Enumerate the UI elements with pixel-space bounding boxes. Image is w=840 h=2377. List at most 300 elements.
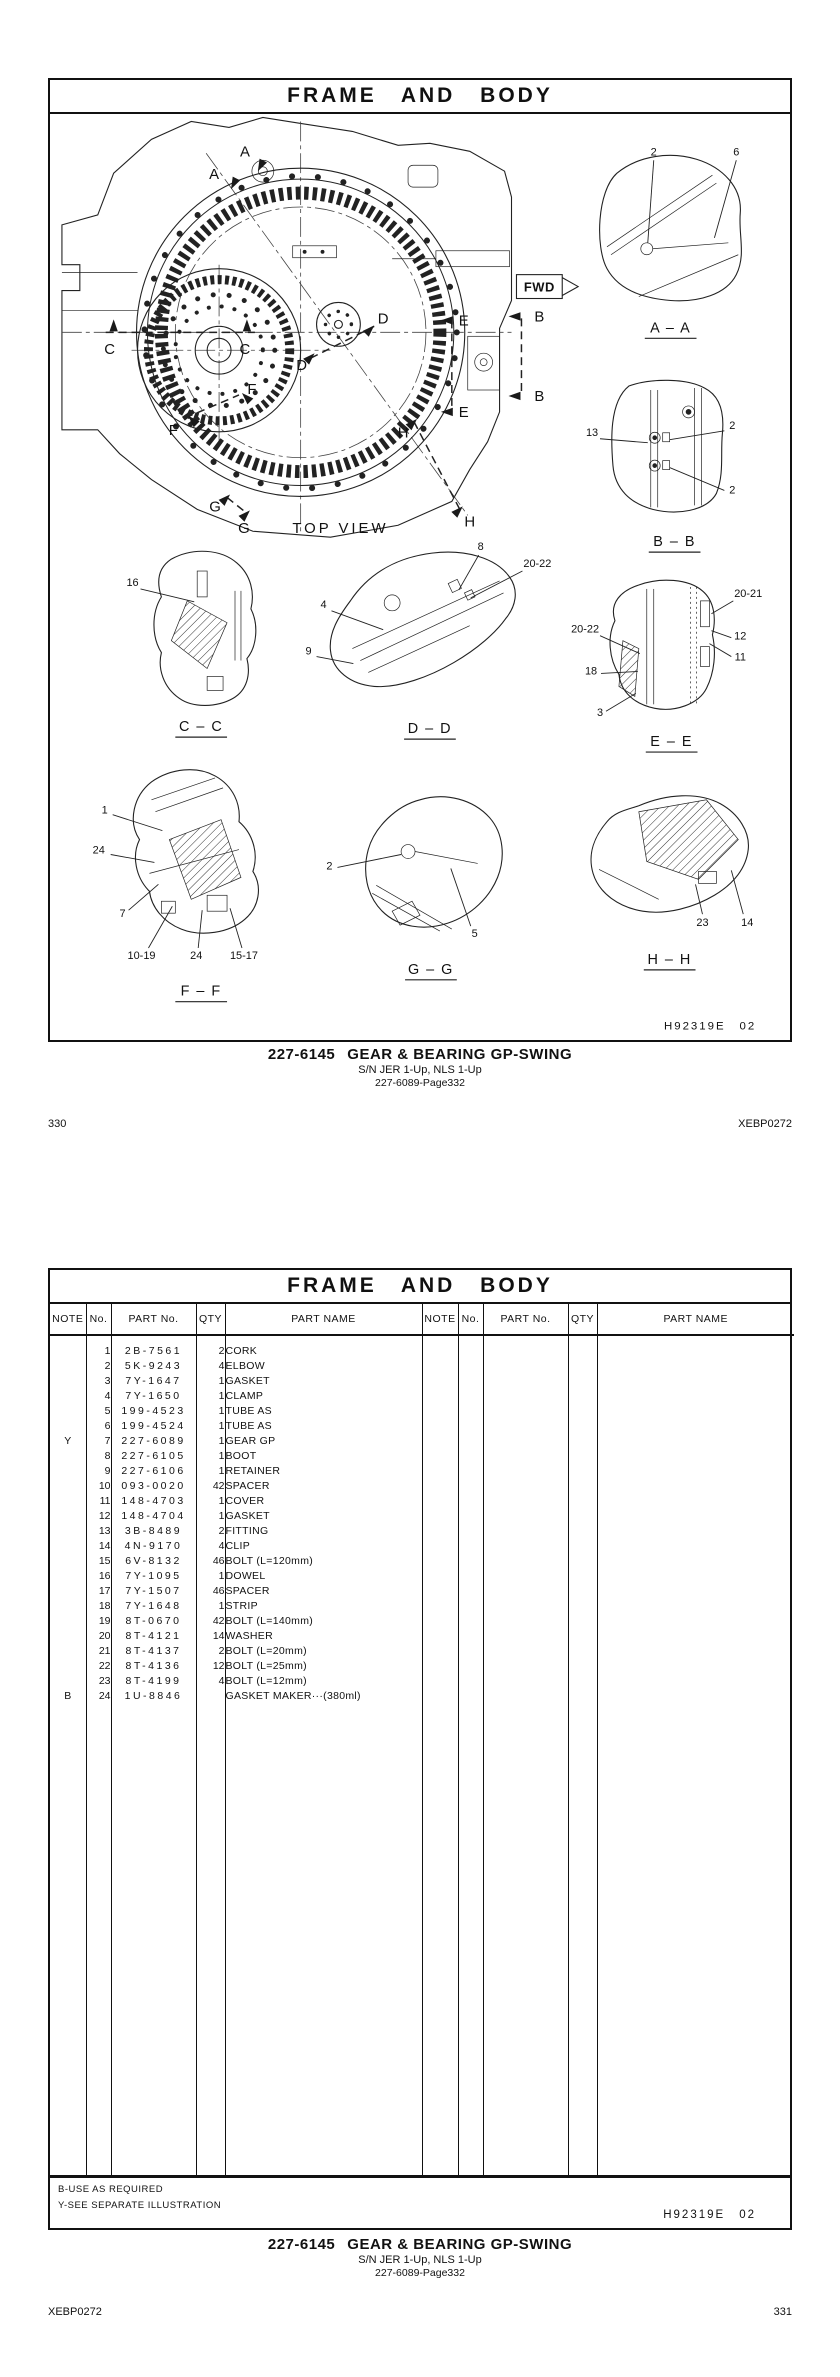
cell-qty: 2 (196, 1644, 225, 1659)
cell-no: 20 (86, 1629, 111, 1644)
caption-serial: S/N JER 1-Up, NLS 1-Up (358, 1064, 482, 1076)
col-note: NOTE (50, 1304, 86, 1335)
part-row (50, 1449, 794, 1464)
cell-part-name: GASKET MAKER···(380ml) (225, 1689, 422, 1704)
cell-empty (422, 1539, 458, 1554)
section-view-HH (591, 796, 753, 970)
cell-no: 14 (86, 1539, 111, 1554)
cell-empty (568, 1434, 597, 1449)
part-row (50, 1389, 794, 1404)
cell-empty (422, 1389, 458, 1404)
cell-empty (568, 1404, 597, 1419)
part-row (50, 1494, 794, 1509)
cell-empty (597, 1659, 794, 1674)
table-footnotes (50, 2175, 790, 2230)
page-number: 330 (48, 1118, 67, 1130)
part-row (50, 1464, 794, 1479)
cell-qty: 4 (196, 1674, 225, 1689)
cell-note (50, 1554, 86, 1569)
cell-empty (422, 1584, 458, 1599)
cut-letter-E: E (458, 404, 469, 421)
section-title-HH: H – H (647, 951, 692, 968)
filler-row (50, 1704, 794, 2175)
callout: 4 (320, 598, 327, 611)
col-no: No. (458, 1304, 483, 1335)
cell-part-name: STRIP (225, 1599, 422, 1614)
cell-no: 8 (86, 1449, 111, 1464)
cell-empty (225, 1335, 422, 1344)
cell-empty (458, 1509, 483, 1524)
cut-line-B (509, 309, 545, 405)
cell-empty (422, 1554, 458, 1569)
cell-empty (458, 1344, 483, 1359)
cut-letter-B: B (534, 388, 545, 405)
cell-part-no: 8T-4121 (111, 1629, 196, 1644)
sheet-border (48, 1268, 792, 2230)
cell-no: 23 (86, 1674, 111, 1689)
cell-qty: 2 (196, 1524, 225, 1539)
cell-part-no: 199-4524 (111, 1419, 196, 1434)
part-row (50, 1554, 794, 1569)
cell-empty (483, 1509, 568, 1524)
cell-part-name: BOLT (L=12mm) (225, 1674, 422, 1689)
part-row (50, 1629, 794, 1644)
cell-empty (568, 1569, 597, 1584)
cell-empty (597, 1674, 794, 1689)
callout: 2 (326, 860, 333, 873)
cell-empty (597, 1509, 794, 1524)
callout: 12 (734, 630, 747, 643)
cell-empty (483, 1704, 568, 2175)
cell-empty (568, 1644, 597, 1659)
table-body (50, 1335, 794, 2175)
cell-part-no: 093-0020 (111, 1479, 196, 1494)
part-row (50, 1434, 794, 1449)
cell-note: Y (64, 1435, 72, 1447)
cell-empty (568, 1509, 597, 1524)
cell-empty (597, 1464, 794, 1479)
cell-empty (458, 1434, 483, 1449)
cell-qty (196, 1689, 225, 1704)
cell-qty: 4 (196, 1359, 225, 1374)
section-title-AA: A – A (650, 320, 692, 337)
cell-empty (422, 1419, 458, 1434)
cell-empty (568, 1419, 597, 1434)
callout: 20-22 (523, 558, 552, 571)
page-title: FRAME AND BODY (50, 1270, 790, 1304)
caption-part-no: 227-6145 (267, 1046, 336, 1063)
cell-empty (458, 1629, 483, 1644)
cell-no: 7 (86, 1434, 111, 1449)
cell-empty (597, 1374, 794, 1389)
cell-part-no: 227-6089 (111, 1434, 196, 1449)
cell-no: 16 (86, 1569, 111, 1584)
cell-empty (483, 1359, 568, 1374)
cell-empty (597, 1419, 794, 1434)
cut-letter-D: D (377, 311, 389, 328)
cell-empty (597, 1614, 794, 1629)
callout: 6 (733, 146, 740, 159)
cell-qty: 1 (196, 1419, 225, 1434)
drawing-number: H92319E 02 (664, 1020, 757, 1033)
cell-note (50, 1644, 86, 1659)
cell-empty (422, 1404, 458, 1419)
cell-empty (483, 1434, 568, 1449)
cut-line-A (209, 144, 267, 191)
cell-empty (458, 1599, 483, 1614)
cell-empty (458, 1539, 483, 1554)
cell-empty (458, 1419, 483, 1434)
cell-qty: 1 (196, 1389, 225, 1404)
cell-empty (597, 1584, 794, 1599)
cell-empty (111, 1335, 196, 1344)
cell-empty (483, 1599, 568, 1614)
caption-part-name: GEAR & BEARING GP-SWING (347, 2236, 573, 2253)
cell-empty (483, 1659, 568, 1674)
cell-empty (597, 1689, 794, 1704)
cell-part-name: CORK (225, 1344, 422, 1359)
cell-empty (422, 1689, 458, 1704)
cell-part-no: 148-4704 (111, 1509, 196, 1524)
cell-empty (422, 1494, 458, 1509)
col-note: NOTE (422, 1304, 458, 1335)
cell-empty (483, 1479, 568, 1494)
page-title: FRAME AND BODY (50, 80, 790, 114)
caption-title (48, 1046, 792, 1063)
cell-part-name: BOLT (L=140mm) (225, 1614, 422, 1629)
cell-part-no: 1U-8846 (111, 1689, 196, 1704)
part-row (50, 1614, 794, 1629)
cut-letter-F: F (168, 422, 178, 439)
cell-part-no: 4N-9170 (111, 1539, 196, 1554)
caption-title (48, 2236, 792, 2253)
section-title-EE: E – E (650, 734, 693, 751)
callout: 18 (584, 665, 598, 678)
cell-empty (86, 1335, 111, 1344)
cell-empty (597, 1539, 794, 1554)
cut-letter-C: C (239, 342, 251, 359)
cell-empty (196, 1704, 225, 2175)
cell-empty (458, 1689, 483, 1704)
cut-letter-A: A (239, 144, 250, 161)
cell-empty (483, 1689, 568, 1704)
cell-empty (597, 1524, 794, 1539)
section-view-EE (571, 580, 762, 752)
cell-note (50, 1659, 86, 1674)
cell-empty (483, 1389, 568, 1404)
cell-no: 1 (86, 1344, 111, 1359)
cell-empty (422, 1449, 458, 1464)
table-header (50, 1304, 794, 1335)
part-row (50, 1509, 794, 1524)
footnote-y: Y-SEE SEPARATE ILLUSTRATION (58, 2200, 222, 2211)
cut-letter-H: H (397, 425, 409, 442)
cell-empty (422, 1374, 458, 1389)
caption-page-ref: 227-6089-Page332 (375, 2267, 465, 2279)
cell-part-name: FITTING (225, 1524, 422, 1539)
cell-empty (422, 1479, 458, 1494)
cell-qty: 12 (196, 1659, 225, 1674)
cell-empty (597, 1434, 794, 1449)
cut-letter-D: D (296, 358, 308, 375)
cell-no: 18 (86, 1599, 111, 1614)
cell-empty (422, 1704, 458, 2175)
cell-part-name: BOLT (L=120mm) (225, 1554, 422, 1569)
cell-empty (50, 1335, 86, 1344)
section-title-CC: C – C (179, 719, 224, 736)
cell-part-no: 148-4703 (111, 1494, 196, 1509)
col-no: No. (86, 1304, 111, 1335)
section-view-GG (326, 797, 502, 980)
cell-note (50, 1629, 86, 1644)
cell-empty (422, 1359, 458, 1374)
cut-letter-G: G (209, 499, 221, 516)
cell-part-name: WASHER (225, 1629, 422, 1644)
part-row (50, 1479, 794, 1494)
section-view-CC (126, 551, 255, 737)
cell-part-name: DOWEL (225, 1569, 422, 1584)
cell-part-no: 7Y-1507 (111, 1584, 196, 1599)
cell-note (50, 1674, 86, 1689)
cell-no: 22 (86, 1659, 111, 1674)
cell-note: B (64, 1690, 72, 1702)
fwd-label: FWD (523, 279, 555, 295)
cell-part-no: 199-4523 (111, 1404, 196, 1419)
cell-empty (422, 1629, 458, 1644)
cell-no: 13 (86, 1524, 111, 1539)
cell-empty (458, 1464, 483, 1479)
callout: 5 (471, 928, 478, 941)
cut-letter-F: F (247, 381, 257, 398)
cell-qty: 46 (196, 1554, 225, 1569)
cell-empty (50, 1704, 86, 2175)
cell-note (50, 1614, 86, 1629)
cell-note (50, 1584, 86, 1599)
cell-empty (483, 1419, 568, 1434)
cell-note (50, 1524, 86, 1539)
callout: 15-17 (229, 949, 258, 962)
cell-empty (568, 1449, 597, 1464)
cell-note (50, 1494, 86, 1509)
cell-empty (111, 1704, 196, 2175)
pinion-flange (317, 302, 361, 346)
cell-empty (597, 1554, 794, 1569)
cell-no: 10 (86, 1479, 111, 1494)
callout: 7 (119, 908, 126, 921)
cell-part-name: GASKET (225, 1509, 422, 1524)
cell-empty (597, 1449, 794, 1464)
cell-qty: 4 (196, 1539, 225, 1554)
cell-part-no: 227-6105 (111, 1449, 196, 1464)
callout: 10-19 (127, 949, 156, 962)
cell-empty (568, 1554, 597, 1569)
cell-no: 3 (86, 1374, 111, 1389)
cut-letter-E: E (458, 313, 469, 330)
cell-empty (597, 1389, 794, 1404)
callout: 3 (596, 707, 604, 720)
cell-empty (483, 1524, 568, 1539)
cell-part-no: 8T-0670 (111, 1614, 196, 1629)
cell-empty (568, 1659, 597, 1674)
section-view-AA (600, 146, 742, 338)
cell-empty (568, 1524, 597, 1539)
cell-part-no: 7Y-1650 (111, 1389, 196, 1404)
doc-code: XEBP0272 (738, 1118, 792, 1130)
cell-part-no: 7Y-1095 (111, 1569, 196, 1584)
cell-empty (568, 1689, 597, 1704)
cell-note (50, 1599, 86, 1614)
spacer-row (50, 1335, 794, 1344)
cell-part-name: SPACER (225, 1479, 422, 1494)
cell-empty (483, 1629, 568, 1644)
cell-no: 21 (86, 1644, 111, 1659)
cell-empty (568, 1479, 597, 1494)
cell-empty (458, 1449, 483, 1464)
callout: 2 (650, 146, 657, 159)
callout: 16 (126, 576, 139, 589)
cell-empty (597, 1494, 794, 1509)
callout: 14 (741, 917, 754, 930)
cell-empty (86, 1704, 111, 2175)
section-title-BB: B – B (653, 534, 696, 551)
cell-no: 24 (86, 1689, 111, 1704)
engineering-drawing (50, 114, 790, 1040)
cell-qty: 1 (196, 1374, 225, 1389)
cell-empty (483, 1584, 568, 1599)
cell-empty (597, 1704, 794, 2175)
cell-qty: 1 (196, 1494, 225, 1509)
sheet-caption (48, 1046, 792, 1089)
cell-empty (458, 1494, 483, 1509)
cell-qty: 42 (196, 1614, 225, 1629)
fwd-arrow (516, 275, 578, 299)
cell-empty (483, 1539, 568, 1554)
cell-empty (568, 1344, 597, 1359)
cell-part-name: TUBE AS (225, 1404, 422, 1419)
cell-note (50, 1404, 86, 1419)
part-row (50, 1344, 794, 1359)
cell-note (50, 1464, 86, 1479)
cell-qty: 46 (196, 1584, 225, 1599)
cell-part-no: 8T-4199 (111, 1674, 196, 1689)
callout: 2 (729, 484, 736, 497)
cell-empty (458, 1479, 483, 1494)
cell-empty (597, 1404, 794, 1419)
cell-part-name: BOLT (L=25mm) (225, 1659, 422, 1674)
cell-empty (458, 1659, 483, 1674)
cell-no: 5 (86, 1404, 111, 1419)
col-qty: QTY (196, 1304, 225, 1335)
cell-qty: 1 (196, 1509, 225, 1524)
cell-empty (458, 1644, 483, 1659)
cell-empty (422, 1599, 458, 1614)
callout: 20-21 (734, 587, 763, 600)
cell-empty (568, 1704, 597, 2175)
cell-qty: 1 (196, 1569, 225, 1584)
cell-qty: 1 (196, 1464, 225, 1479)
cell-empty (597, 1644, 794, 1659)
cell-empty (422, 1659, 458, 1674)
part-row (50, 1674, 794, 1689)
part-row (50, 1689, 794, 1704)
cell-no: 4 (86, 1389, 111, 1404)
part-row (50, 1569, 794, 1584)
cell-qty: 1 (196, 1449, 225, 1464)
col-qty: QTY (568, 1304, 597, 1335)
cell-empty (458, 1584, 483, 1599)
cell-no: 9 (86, 1464, 111, 1479)
cell-empty (422, 1614, 458, 1629)
cell-empty (458, 1374, 483, 1389)
cut-letter-B: B (534, 309, 545, 326)
cell-note (50, 1539, 86, 1554)
cell-part-no: 8T-4137 (111, 1644, 196, 1659)
cell-empty (225, 1704, 422, 2175)
callout: 20-22 (571, 623, 600, 636)
cell-part-no: 2B-7561 (111, 1344, 196, 1359)
cell-qty: 1 (196, 1599, 225, 1614)
cell-qty: 42 (196, 1479, 225, 1494)
cell-empty (458, 1674, 483, 1689)
cell-part-name: TUBE AS (225, 1419, 422, 1434)
cell-note (50, 1389, 86, 1404)
cell-empty (568, 1335, 597, 1344)
caption-serial: S/N JER 1-Up, NLS 1-Up (358, 2254, 482, 2266)
cell-empty (597, 1359, 794, 1374)
footnote-b: B-USE AS REQUIRED (58, 2184, 164, 2195)
top-view-label: TOP VIEW (292, 521, 389, 538)
cell-empty (568, 1614, 597, 1629)
cell-part-name: COVER (225, 1494, 422, 1509)
section-title-GG: G – G (407, 961, 454, 978)
cell-empty (458, 1614, 483, 1629)
cell-empty (483, 1614, 568, 1629)
callout: 13 (585, 426, 599, 439)
cell-part-no: 8T-4136 (111, 1659, 196, 1674)
cell-part-no: 7Y-1647 (111, 1374, 196, 1389)
col-part-no: PART No. (111, 1304, 196, 1335)
callout: 8 (477, 541, 484, 554)
cell-empty (422, 1434, 458, 1449)
cell-no: 15 (86, 1554, 111, 1569)
cell-empty (483, 1494, 568, 1509)
cell-empty (422, 1524, 458, 1539)
part-row (50, 1374, 794, 1389)
cell-part-name: GASKET (225, 1374, 422, 1389)
cell-empty (458, 1704, 483, 2175)
cell-qty: 2 (196, 1344, 225, 1359)
cell-empty (483, 1374, 568, 1389)
cut-letter-G: G (238, 521, 250, 538)
sheet-caption (48, 2236, 792, 2279)
cell-no: 12 (86, 1509, 111, 1524)
cell-empty (458, 1389, 483, 1404)
cell-empty (422, 1464, 458, 1479)
cut-line-D (296, 311, 389, 374)
cell-empty (422, 1509, 458, 1524)
doc-code: XEBP0272 (48, 2306, 102, 2318)
cell-part-name: ELBOW (225, 1359, 422, 1374)
section-view-DD (306, 541, 552, 739)
part-row (50, 1659, 794, 1674)
cell-empty (568, 1374, 597, 1389)
cell-empty (568, 1674, 597, 1689)
part-row (50, 1644, 794, 1659)
cell-note (50, 1359, 86, 1374)
part-row (50, 1524, 794, 1539)
cell-empty (568, 1539, 597, 1554)
cell-empty (597, 1569, 794, 1584)
